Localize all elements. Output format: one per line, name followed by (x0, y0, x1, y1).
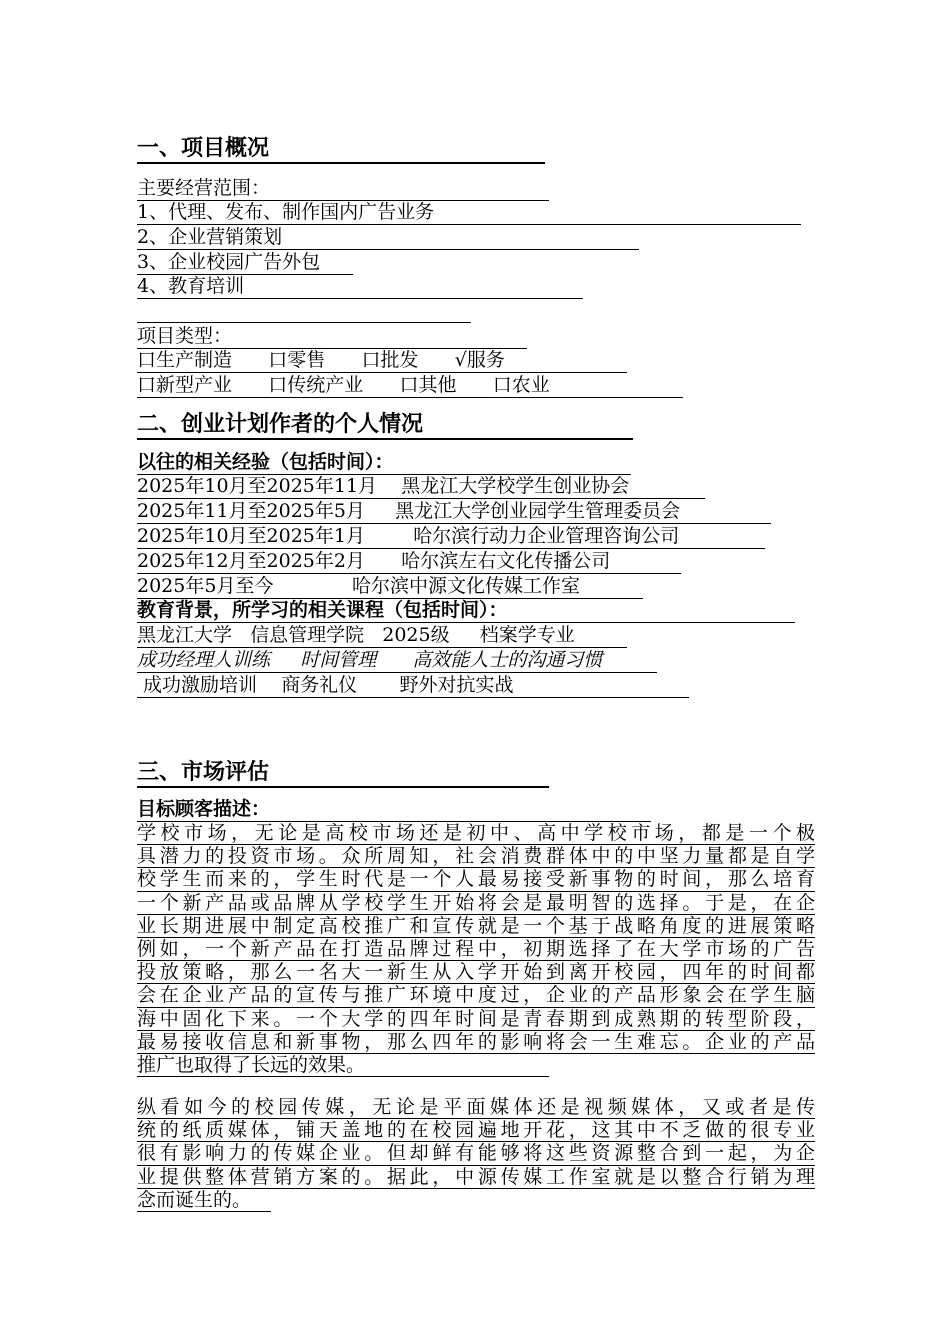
para1-line: 投放策略，那么一名大一新生从入学开始到离开校园，四年的时间都 (137, 961, 815, 984)
experience-item-3: 2025年10月至2025年1月 哈尔滨行动力企业管理咨询公司 (137, 524, 765, 549)
type-label: 项目类型： (137, 324, 527, 349)
section2-heading: 二、创业计划作者的个人情况 (137, 410, 633, 440)
paragraph-2 (137, 1096, 815, 1212)
para2-line: 念而诞生的。 (137, 1189, 271, 1212)
section1-heading: 一、项目概况 (137, 134, 545, 164)
education-label: 教育背景，所学习的相关课程（包括时间）： (137, 598, 795, 623)
scope-item-1: 1、代理、发布、制作国内广告业务 (137, 200, 801, 225)
para2-line: 业提供整体营销方案的。据此，中源传媒工作室就是以整合行销为理 (137, 1165, 815, 1188)
scope-item-4: 4、教育培训 (137, 274, 583, 299)
experience-item-2: 2025年11月至2025年5月 黑龙江大学创业园学生管理委员会 (137, 499, 771, 524)
para1-line: 学校市场，无论是高校市场还是初中、高中学校市场，都是一个极 (137, 822, 815, 844)
scope-label: 主要经营范围： (137, 176, 549, 201)
experience-item-4: 2025年12月至2025年2月 哈尔滨左右文化传播公司 (137, 549, 681, 574)
type-row-2: 口新型产业 口传统产业 口其他 口农业 (137, 373, 683, 398)
para2-line: 很有影响力的传媒企业。但却鲜有能够将这些资源整合到一起，为企 (137, 1142, 815, 1165)
education-item-2: 成功经理人训练 时间管理 高效能人士的沟通习惯 (137, 648, 657, 673)
education-item-1: 黑龙江大学 信息管理学院 2025级 档案学专业 (137, 623, 627, 648)
para1-line: 会在企业产品的宣传与推广环境中度过，企业的产品形象会在学生脑 (137, 984, 815, 1007)
para2-line: 统的纸质媒体，铺天盖地的在校园遍地开花，这其中不乏做的很专业 (137, 1119, 815, 1142)
para1-line: 推广也取得了长远的效果。 (137, 1054, 549, 1077)
education-item-3: 成功激励培训 商务礼仪 野外对抗实战 (137, 673, 689, 698)
section3-heading: 三、市场评估 (137, 758, 549, 788)
scope-item-2: 2、企业营销策划 (137, 225, 639, 250)
para1-line: 海中固化下来。一个大学的四年时间是青春期到成熟期的转型阶段， (137, 1007, 815, 1030)
experience-item-1: 2025年10月至2025年11月 黑龙江大学校学生创业协会 (137, 474, 705, 499)
para1-line: 最易接收信息和新事物，那么四年的影响将会一生难忘。企业的产品 (137, 1030, 815, 1053)
para2-line: 纵看如今的校园传媒，无论是平面媒体还是视频媒体，又或者是传 (137, 1096, 815, 1118)
paragraph-1 (137, 822, 815, 1077)
para1-line: 校学生而来的，学生时代是一个人最易接受新事物的时间，那么培育 (137, 868, 815, 891)
type-row-1: 口生产制造 口零售 口批发 √服务 (137, 348, 627, 373)
experience-item-5: 2025年5月至今 哈尔滨中源文化传媒工作室 (137, 574, 643, 599)
para1-line: 例如，一个新产品在打造品牌过程中，初期选择了在大学市场的广告 (137, 937, 815, 960)
scope-item-3: 3、企业校园广告外包 (137, 250, 353, 275)
target-customer-label: 目标顾客描述： (137, 797, 651, 822)
experience-label: 以往的相关经验（包括时间）： (137, 450, 631, 475)
para1-line: 业长期进展中制定高校推广和宣传就是一个基于战略角度的进展策略 (137, 914, 815, 937)
para1-line: 具潜力的投资市场。众所周知，社会消费群体中的中坚力量都是自学 (137, 845, 815, 868)
para1-line: 一个新产品或品牌从学校学生开始将会是最明智的选择。于是，在企 (137, 891, 815, 914)
blank-line (137, 298, 471, 323)
